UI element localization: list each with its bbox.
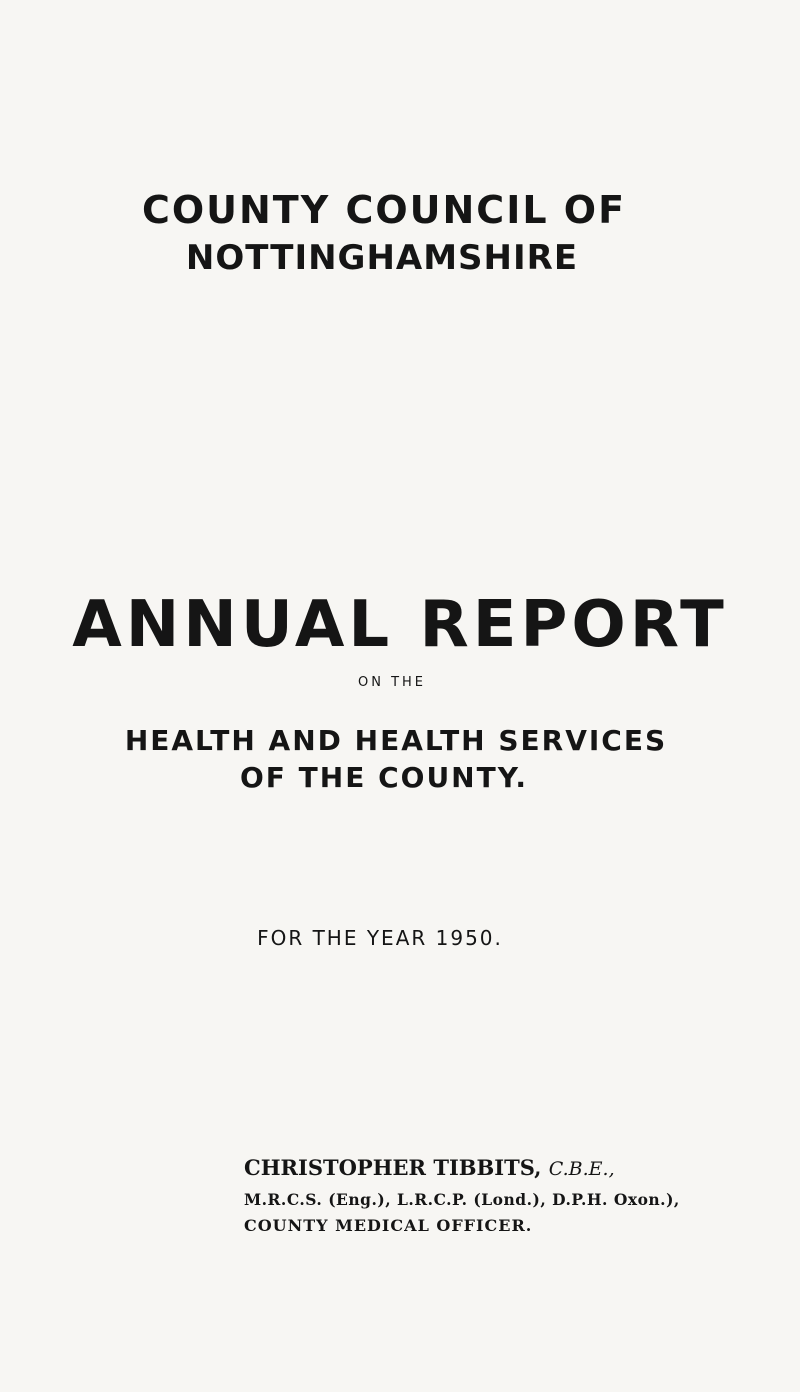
officer-postnominal: C.B.E., — [548, 1158, 615, 1180]
report-title-connector: ON THE — [357, 675, 427, 690]
signature-name-line — [244, 1155, 615, 1180]
council-name-line-1: COUNTY COUNCIL OF — [141, 188, 627, 232]
report-title: ANNUAL REPORT — [72, 588, 728, 662]
report-year: FOR THE YEAR 1950. — [257, 926, 503, 950]
officer-role: COUNTY MEDICAL OFFICER. — [244, 1216, 533, 1235]
report-subject-line-2: OF THE COUNTY. — [240, 761, 528, 794]
officer-name: CHRISTOPHER TIBBITS, — [244, 1155, 542, 1180]
report-subject-line-1: HEALTH AND HEALTH SERVICES — [124, 724, 668, 757]
council-name-line-2: NOTTINGHAMSHIRE — [185, 238, 579, 278]
officer-qualifications: M.R.C.S. (Eng.), L.R.C.P. (Lond.), D.P.H. Oxon.), — [244, 1190, 680, 1209]
